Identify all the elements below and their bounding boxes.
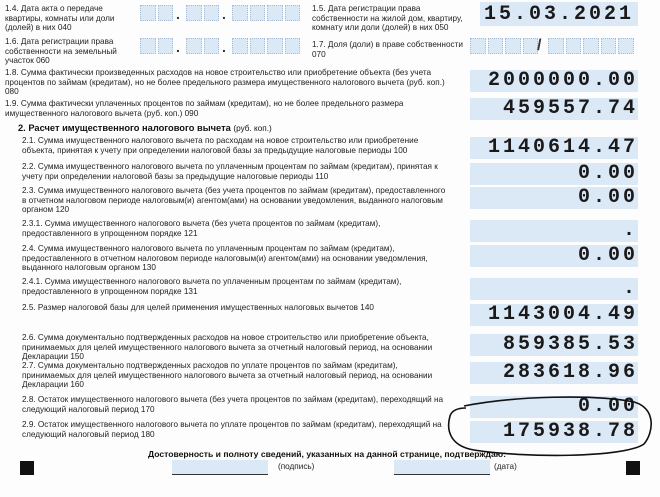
date-separator: . xyxy=(222,6,226,22)
corner-marker xyxy=(20,461,34,475)
row-130-value: 0.00 xyxy=(577,244,638,267)
field-070-denominator[interactable] xyxy=(548,38,634,54)
field-040-day[interactable] xyxy=(140,5,173,21)
field-040-label: 1.4. Дата акта о передаче квартиры, комнаты или доли (долей) в них 040 xyxy=(5,4,115,33)
field-070-numerator[interactable] xyxy=(470,38,538,54)
row-160-label: 2.7. Сумма документально подтвержденных расходов по уплате процентов по займам (кредитам), принимаемых для целей имущественного налогового вычета за отчетный налоговый период, на основании Декларации 160 xyxy=(22,361,433,390)
date-caption: (дата) xyxy=(494,462,517,471)
row-170-value: 0.00 xyxy=(577,395,638,418)
row-090-value: 459557.74 xyxy=(502,97,638,120)
row-170-label: 2.8. Остаток имущественного налогового вычета (без учета процентов по займам (кредитам), переходящий на следующий налоговый период 170 xyxy=(22,395,444,414)
date-separator: . xyxy=(222,39,226,55)
row-150-label: 2.6. Сумма документально подтвержденных расходов на новое строительство или приобретение объекта, принимаемых для целей имущественного налогового вычета за отчетный налоговый период, на основании Декларации 150 xyxy=(22,333,433,362)
row-130-label: 2.4. Сумма имущественного налогового вычета по уплаченным процентам по займам (кредитам), предоставленного в отчетном налоговом периоде налоговым(и) агентом(ами) на основании уведомления, выданного налоговым органом 130 xyxy=(22,244,428,273)
field-060-year[interactable] xyxy=(232,38,300,54)
field-060-day[interactable] xyxy=(140,38,173,54)
handwritten-circle-annotation xyxy=(444,392,658,462)
row-110-value: 0.00 xyxy=(577,162,638,185)
signature-field[interactable] xyxy=(172,460,268,475)
confirmation-text: Достоверность и полноту сведений, указанных на данной странице, подтверждаю: xyxy=(148,449,506,459)
corner-marker xyxy=(626,461,640,475)
row-100-value: 1140614.47 xyxy=(487,136,638,159)
row-180-value: 175938.78 xyxy=(502,420,638,443)
field-070-label: 1.7. Доля (доли) в праве собственности 070 xyxy=(312,40,463,59)
row-100-label: 2.1. Сумма имущественного налогового вычета по расходам на новое строительство или приобретение объекта, принятая к учету при определении налоговой базы за предыдущие налоговые периоды 100 xyxy=(22,136,419,155)
field-050-label: 1.5. Дата регистрации права собственности на жилой дом, квартиру, комнату или доли (долей) в них 050 xyxy=(312,4,463,33)
date-separator: . xyxy=(176,39,180,55)
field-040-year[interactable] xyxy=(232,5,300,21)
row-150-value: 859385.53 xyxy=(502,333,638,356)
row-180-label: 2.9. Остаток имущественного налогового вычета по уплате процентов по займам (кредитам), переходящий на следующий налоговый период 180 xyxy=(22,420,442,439)
signature-caption: (подпись) xyxy=(278,462,315,471)
row-131-label: 2.4.1. Сумма имущественного налогового вычета по уплаченным процентам по займам (кредитам), предоставленного в упрощенном порядке 131 xyxy=(22,277,402,296)
row-120-value: 0.00 xyxy=(577,186,638,209)
field-040-month[interactable] xyxy=(186,5,219,21)
row-160-value: 283618.96 xyxy=(502,361,638,384)
date-separator: . xyxy=(176,6,180,22)
row-080-value: 2000000.00 xyxy=(487,69,638,92)
section-2-title: 2. Расчет имущественного налогового вычета (руб. коп.) xyxy=(18,123,272,133)
field-060-label: 1.6. Дата регистрации права собственности на земельный участок 060 xyxy=(5,37,117,66)
field-050-value[interactable]: 15.03.2021 xyxy=(480,2,638,26)
row-140-label: 2.5. Размер налоговой базы для целей применения имущественных налоговых вычетов 140 xyxy=(22,303,374,312)
date-field[interactable] xyxy=(394,460,490,475)
row-121-value: . xyxy=(622,219,638,242)
row-080-label: 1.8. Сумма фактически произведенных расходов на новое строительство или приобретение объекта (без учета процентов по займам (кредитам), но не более предельного размера имущественного налогового вычета (руб. коп.) 080 xyxy=(5,68,445,97)
row-140-value: 1143004.49 xyxy=(487,303,638,326)
row-120-label: 2.3. Сумма имущественного налогового вычета (без учета процентов по займам (кредитам), предоставленного в отчетном налоговом периоде налоговым(и) агентом(ами) на основании уведомления, выданного налоговым органом 120 xyxy=(22,186,446,215)
row-110-label: 2.2. Сумма имущественного налогового вычета по уплаченным процентам по займам (кредитам), принятая к учету при определении налоговой базы за предыдущие налоговые периоды 110 xyxy=(22,162,438,181)
field-060-month[interactable] xyxy=(186,38,219,54)
row-121-label: 2.3.1. Сумма имущественного налогового вычета (без учета процентов по займам (кредитам), предоставленного в упрощенном порядке 121 xyxy=(22,219,381,238)
row-090-label: 1.9. Сумма фактически уплаченных процентов по займам (кредитам), но не более предельного размера имущественного налогового вычета (руб. коп.) 090 xyxy=(5,99,404,118)
row-131-value: . xyxy=(622,277,638,300)
fraction-slash: / xyxy=(537,37,542,54)
